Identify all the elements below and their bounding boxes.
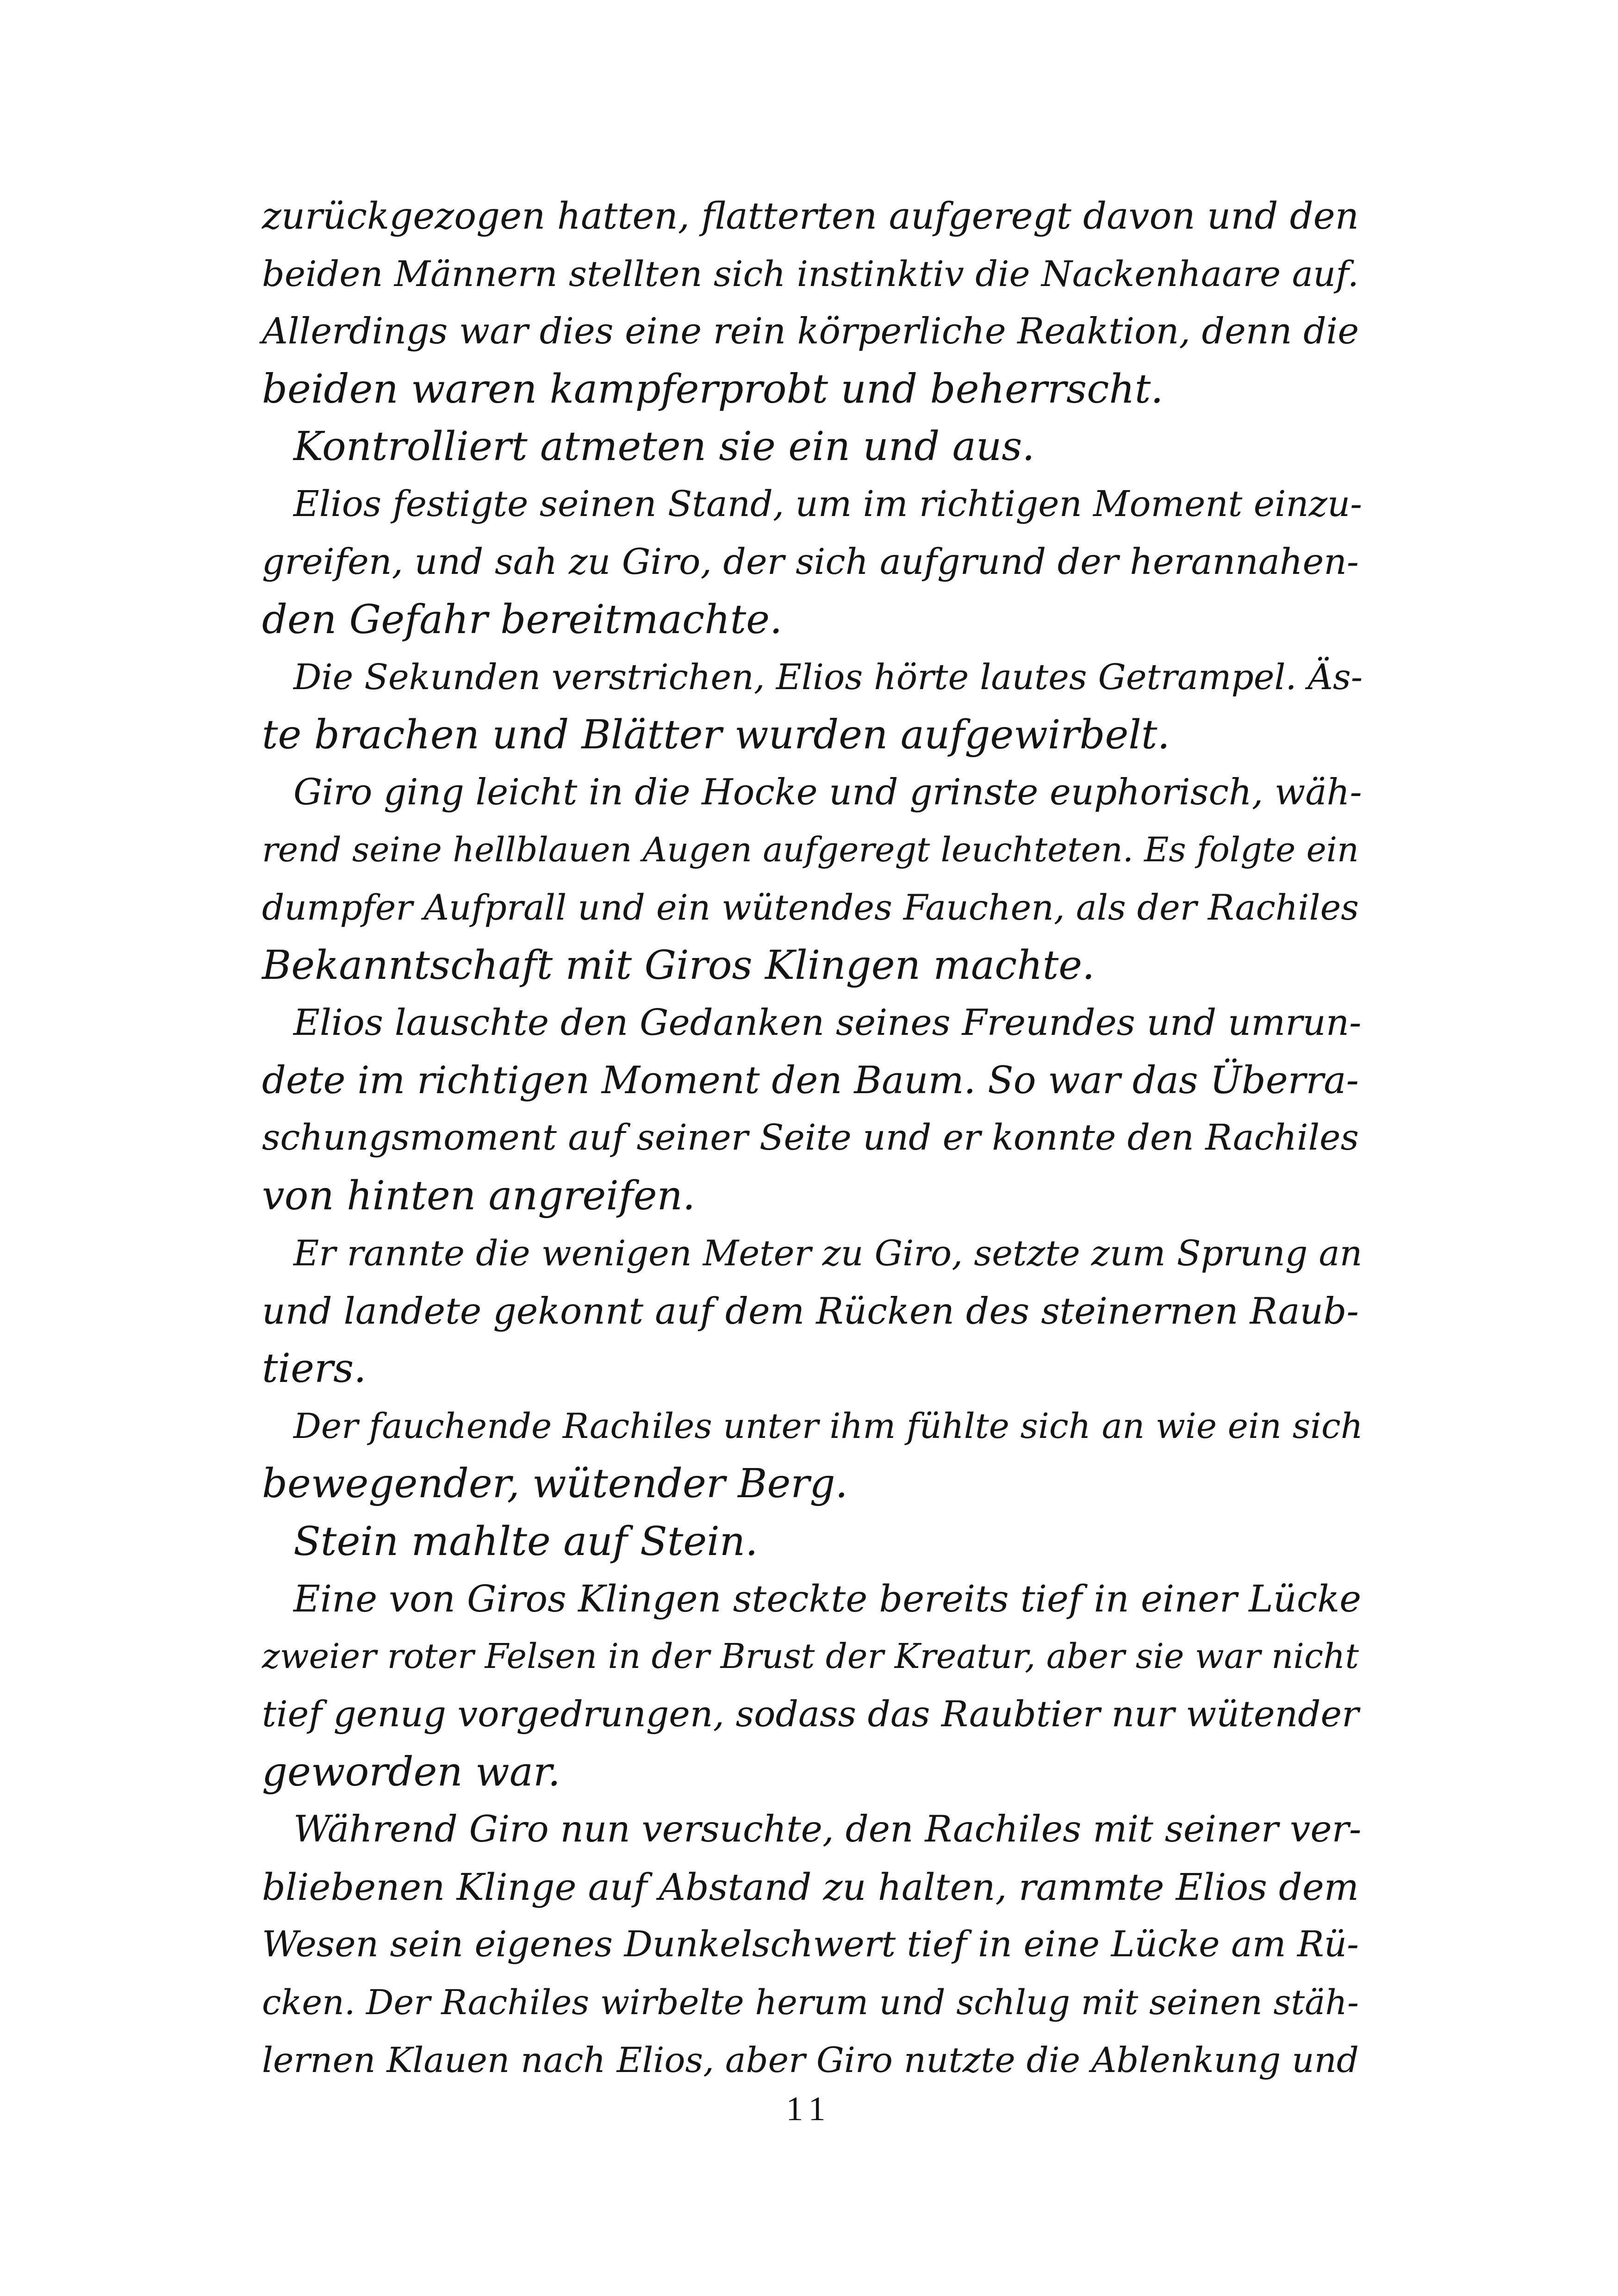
text-line: schungsmoment auf seiner Seite und er konnte den Rachiles [262, 1117, 1359, 1158]
text-line: zurückgezogen hatten, flatterten aufgeregt davon und den [262, 194, 1359, 237]
text-line: Der fauchende Rachiles unter ihm fühlte sich an wie ein sich [293, 1406, 1363, 1446]
text-line: Eine von Giros Klingen steckte bereits tief in einer Lücke [293, 1577, 1362, 1620]
text-line: tiers. [262, 1345, 367, 1392]
text-line: bliebenen Klinge auf Abstand zu halten, rammte Elios dem [262, 1865, 1359, 1909]
text-line: Elios festigte seinen Stand, um im richtigen Moment einzu- [293, 483, 1363, 525]
text-line: tief genug vorgedrungen, sodass das Raubtier nur wütender [262, 1693, 1359, 1735]
text-line: Wesen sein eigenes Dunkelschwert tief in eine Lücke am Rü- [262, 1924, 1359, 1965]
text-line: Stein mahlte auf Stein. [293, 1518, 758, 1565]
text-line: rend seine hellblauen Augen aufgeregt leuchteten. Es folgte ein [262, 830, 1359, 870]
text-line: Er rannte die wenigen Meter zu Giro, setzte zum Sprung an [293, 1233, 1363, 1274]
text-line: von hinten angreifen. [262, 1172, 696, 1219]
text-line: Kontrolliert atmeten sie ein und aus. [293, 423, 1035, 470]
text-line: cken. Der Rachiles wirbelte herum und schlug mit seinen stäh- [262, 1982, 1359, 2022]
text-line: lernen Klauen nach Elios, aber Giro nutzte die Ablenkung und [262, 2040, 1359, 2080]
text-line: Allerdings war dies eine rein körperliche Reaktion, denn die [262, 311, 1359, 352]
text-line: bewegender, wütender Berg. [262, 1461, 848, 1507]
text-line: te brachen und Blätter wurden aufgewirbelt. [262, 711, 1170, 758]
text-line: dumpfer Aufprall und ein wütendes Fauchen, als der Rachiles [262, 887, 1359, 928]
text-line: Giro ging leicht in die Hocke und grinste euphorisch, wäh- [293, 772, 1362, 813]
text-line: beiden Männern stellten sich instinktiv die Nackenhaare auf. [262, 253, 1359, 294]
text-line: beiden waren kampferprobt und beherrscht. [262, 366, 1164, 412]
text-line: Bekanntschaft mit Giros Klingen machte. [262, 942, 1095, 989]
page-number: 11 [786, 2090, 832, 2128]
text-line: greifen, und sah zu Giro, der sich aufgrund der herannahen- [262, 541, 1359, 583]
text-line: geworden war. [262, 1748, 560, 1795]
text-line: und landete gekonnt auf dem Rücken des steinernen Raub- [262, 1289, 1359, 1332]
text-line: Während Giro nun versuchte, den Rachiles mit seiner ver- [293, 1808, 1362, 1850]
text-line: den Gefahr bereitmachte. [262, 596, 783, 643]
text-line: dete im richtigen Moment den Baum. So war das Überra- [262, 1058, 1359, 1102]
text-line: Die Sekunden verstrichen, Elios hörte lautes Getrampel. Äs- [293, 657, 1363, 697]
text-line: Elios lauschte den Gedanken seines Freundes und umrun- [293, 1002, 1362, 1044]
text-line: zweier roter Felsen in der Brust der Kreatur, aber sie war nicht [262, 1636, 1359, 1676]
body-text [262, 187, 1363, 2089]
